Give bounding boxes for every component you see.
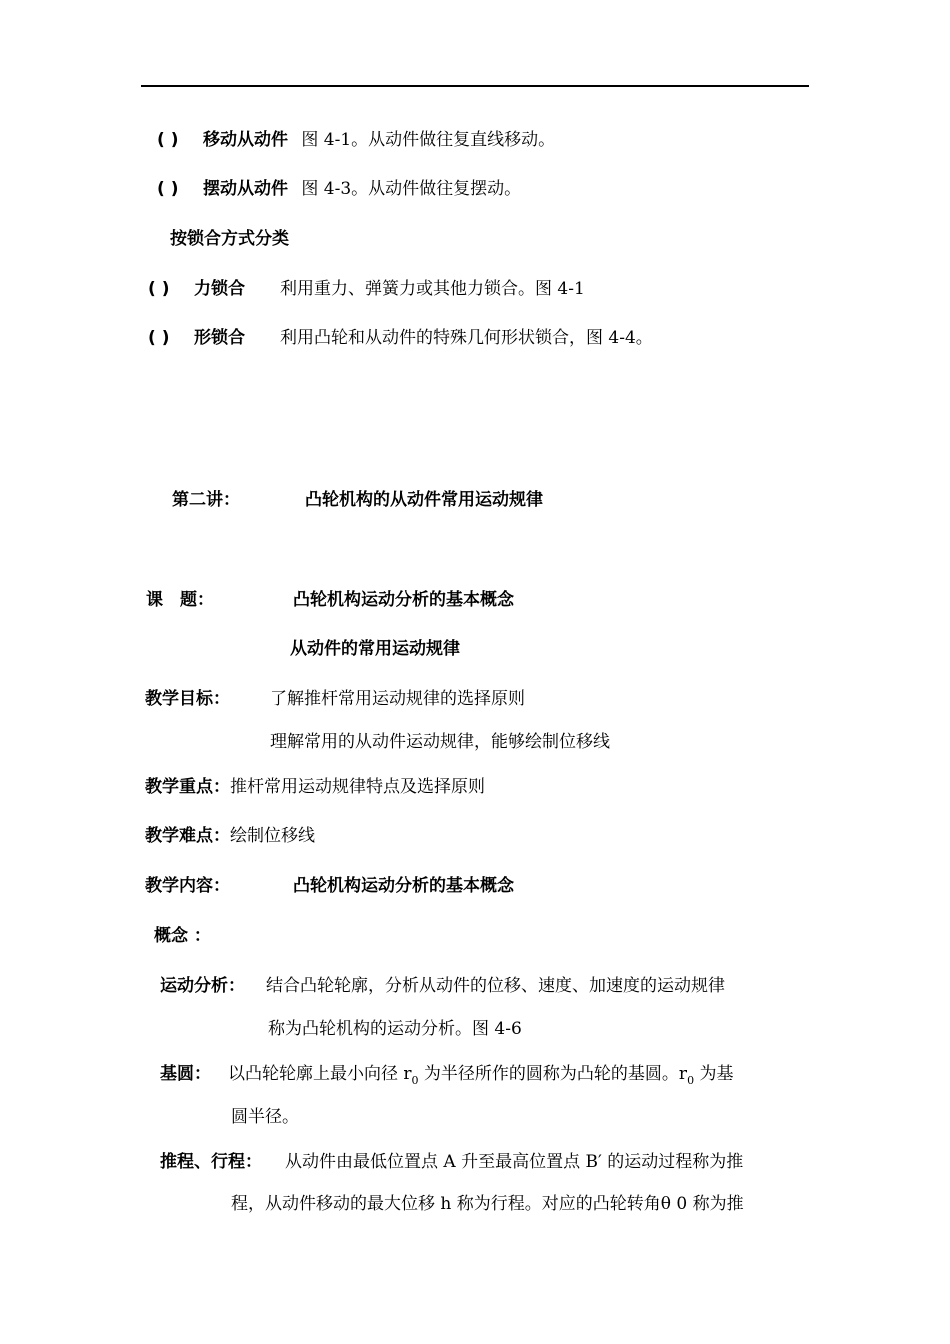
difficulties bbox=[145, 825, 315, 847]
stroke-line-1: 从动件由最低位置点 A 升至最高位置点 B′ 的运动过程称为推 bbox=[285, 1152, 744, 1172]
topic-label: 课 题： bbox=[146, 590, 214, 610]
difficulties-text: 绘制位移线 bbox=[230, 826, 315, 846]
follower-type-swinging bbox=[157, 178, 521, 200]
base-circle-text-c: 为基 bbox=[694, 1064, 734, 1084]
base-circle-label: 基圆： bbox=[160, 1064, 211, 1084]
closure-heading: 按锁合方式分类 bbox=[170, 229, 289, 249]
term: 摆动从动件 bbox=[203, 179, 288, 199]
paren-blank: ( ) bbox=[157, 130, 179, 150]
paren-blank: ( ) bbox=[148, 328, 170, 348]
term: 力锁合 bbox=[194, 279, 245, 299]
paren-blank: ( ) bbox=[157, 179, 179, 199]
content-label: 教学内容： bbox=[145, 876, 230, 896]
closure-type-form bbox=[148, 327, 653, 349]
goals-label: 教学目标： bbox=[145, 689, 230, 709]
lecture-title: 凸轮机构的从动件常用运动规律 bbox=[305, 490, 543, 510]
key-points bbox=[145, 776, 485, 798]
motion-analysis-line-1: 结合凸轮轮廓，分析从动件的位移、速度、加速度的运动规律 bbox=[266, 976, 725, 996]
motion-analysis-line-2: 称为凸轮机构的运动分析。图 4-6 bbox=[268, 1019, 522, 1039]
closure-type-force bbox=[148, 278, 585, 300]
goals-line-1: 了解推杆常用运动规律的选择原则 bbox=[270, 689, 525, 709]
topic-line-1: 凸轮机构运动分析的基本概念 bbox=[293, 590, 514, 610]
topic-line-2: 从动件的常用运动规律 bbox=[290, 639, 460, 659]
term-desc: 利用凸轮和从动件的特殊几何形状锁合，图 4-4。 bbox=[280, 328, 653, 348]
goals-line-2: 理解常用的从动件运动规律，能够绘制位移线 bbox=[270, 732, 610, 752]
term: 形锁合 bbox=[194, 328, 245, 348]
lecture-label: 第二讲： bbox=[172, 490, 240, 510]
base-circle-text-b: 为半径所作的圆称为凸轮的基圆。r bbox=[418, 1064, 688, 1084]
motion-analysis-label: 运动分析： bbox=[160, 976, 245, 996]
base-circle-text-a: 以凸轮轮廓上最小向径 r bbox=[228, 1064, 412, 1084]
subscript-zero: 0 bbox=[687, 1074, 695, 1087]
stroke-label: 推程、行程： bbox=[160, 1152, 262, 1172]
term-desc: 图 4-3。从动件做往复摆动。 bbox=[301, 179, 522, 199]
subscript-zero: 0 bbox=[411, 1074, 419, 1087]
term-desc: 利用重力、弹簧力或其他力锁合。图 4-1 bbox=[280, 279, 585, 299]
paren-blank: ( ) bbox=[148, 279, 170, 299]
follower-type-moving bbox=[157, 129, 555, 151]
term: 移动从动件 bbox=[203, 130, 288, 150]
header-rule bbox=[141, 85, 809, 87]
stroke-line-2: 程，从动件移动的最大位移 h 称为行程。对应的凸轮转角θ 0 称为推 bbox=[231, 1194, 744, 1214]
content-title: 凸轮机构运动分析的基本概念 bbox=[293, 876, 514, 896]
difficulties-label: 教学难点： bbox=[145, 826, 230, 846]
concepts-label: 概念 ： bbox=[154, 926, 211, 946]
term-desc: 图 4-1。从动件做往复直线移动。 bbox=[301, 130, 556, 150]
base-circle-line-1 bbox=[228, 1063, 733, 1092]
base-circle-line-2: 圆半径。 bbox=[231, 1107, 299, 1127]
key-points-text: 推杆常用运动规律特点及选择原则 bbox=[230, 777, 485, 797]
key-points-label: 教学重点： bbox=[145, 777, 230, 797]
